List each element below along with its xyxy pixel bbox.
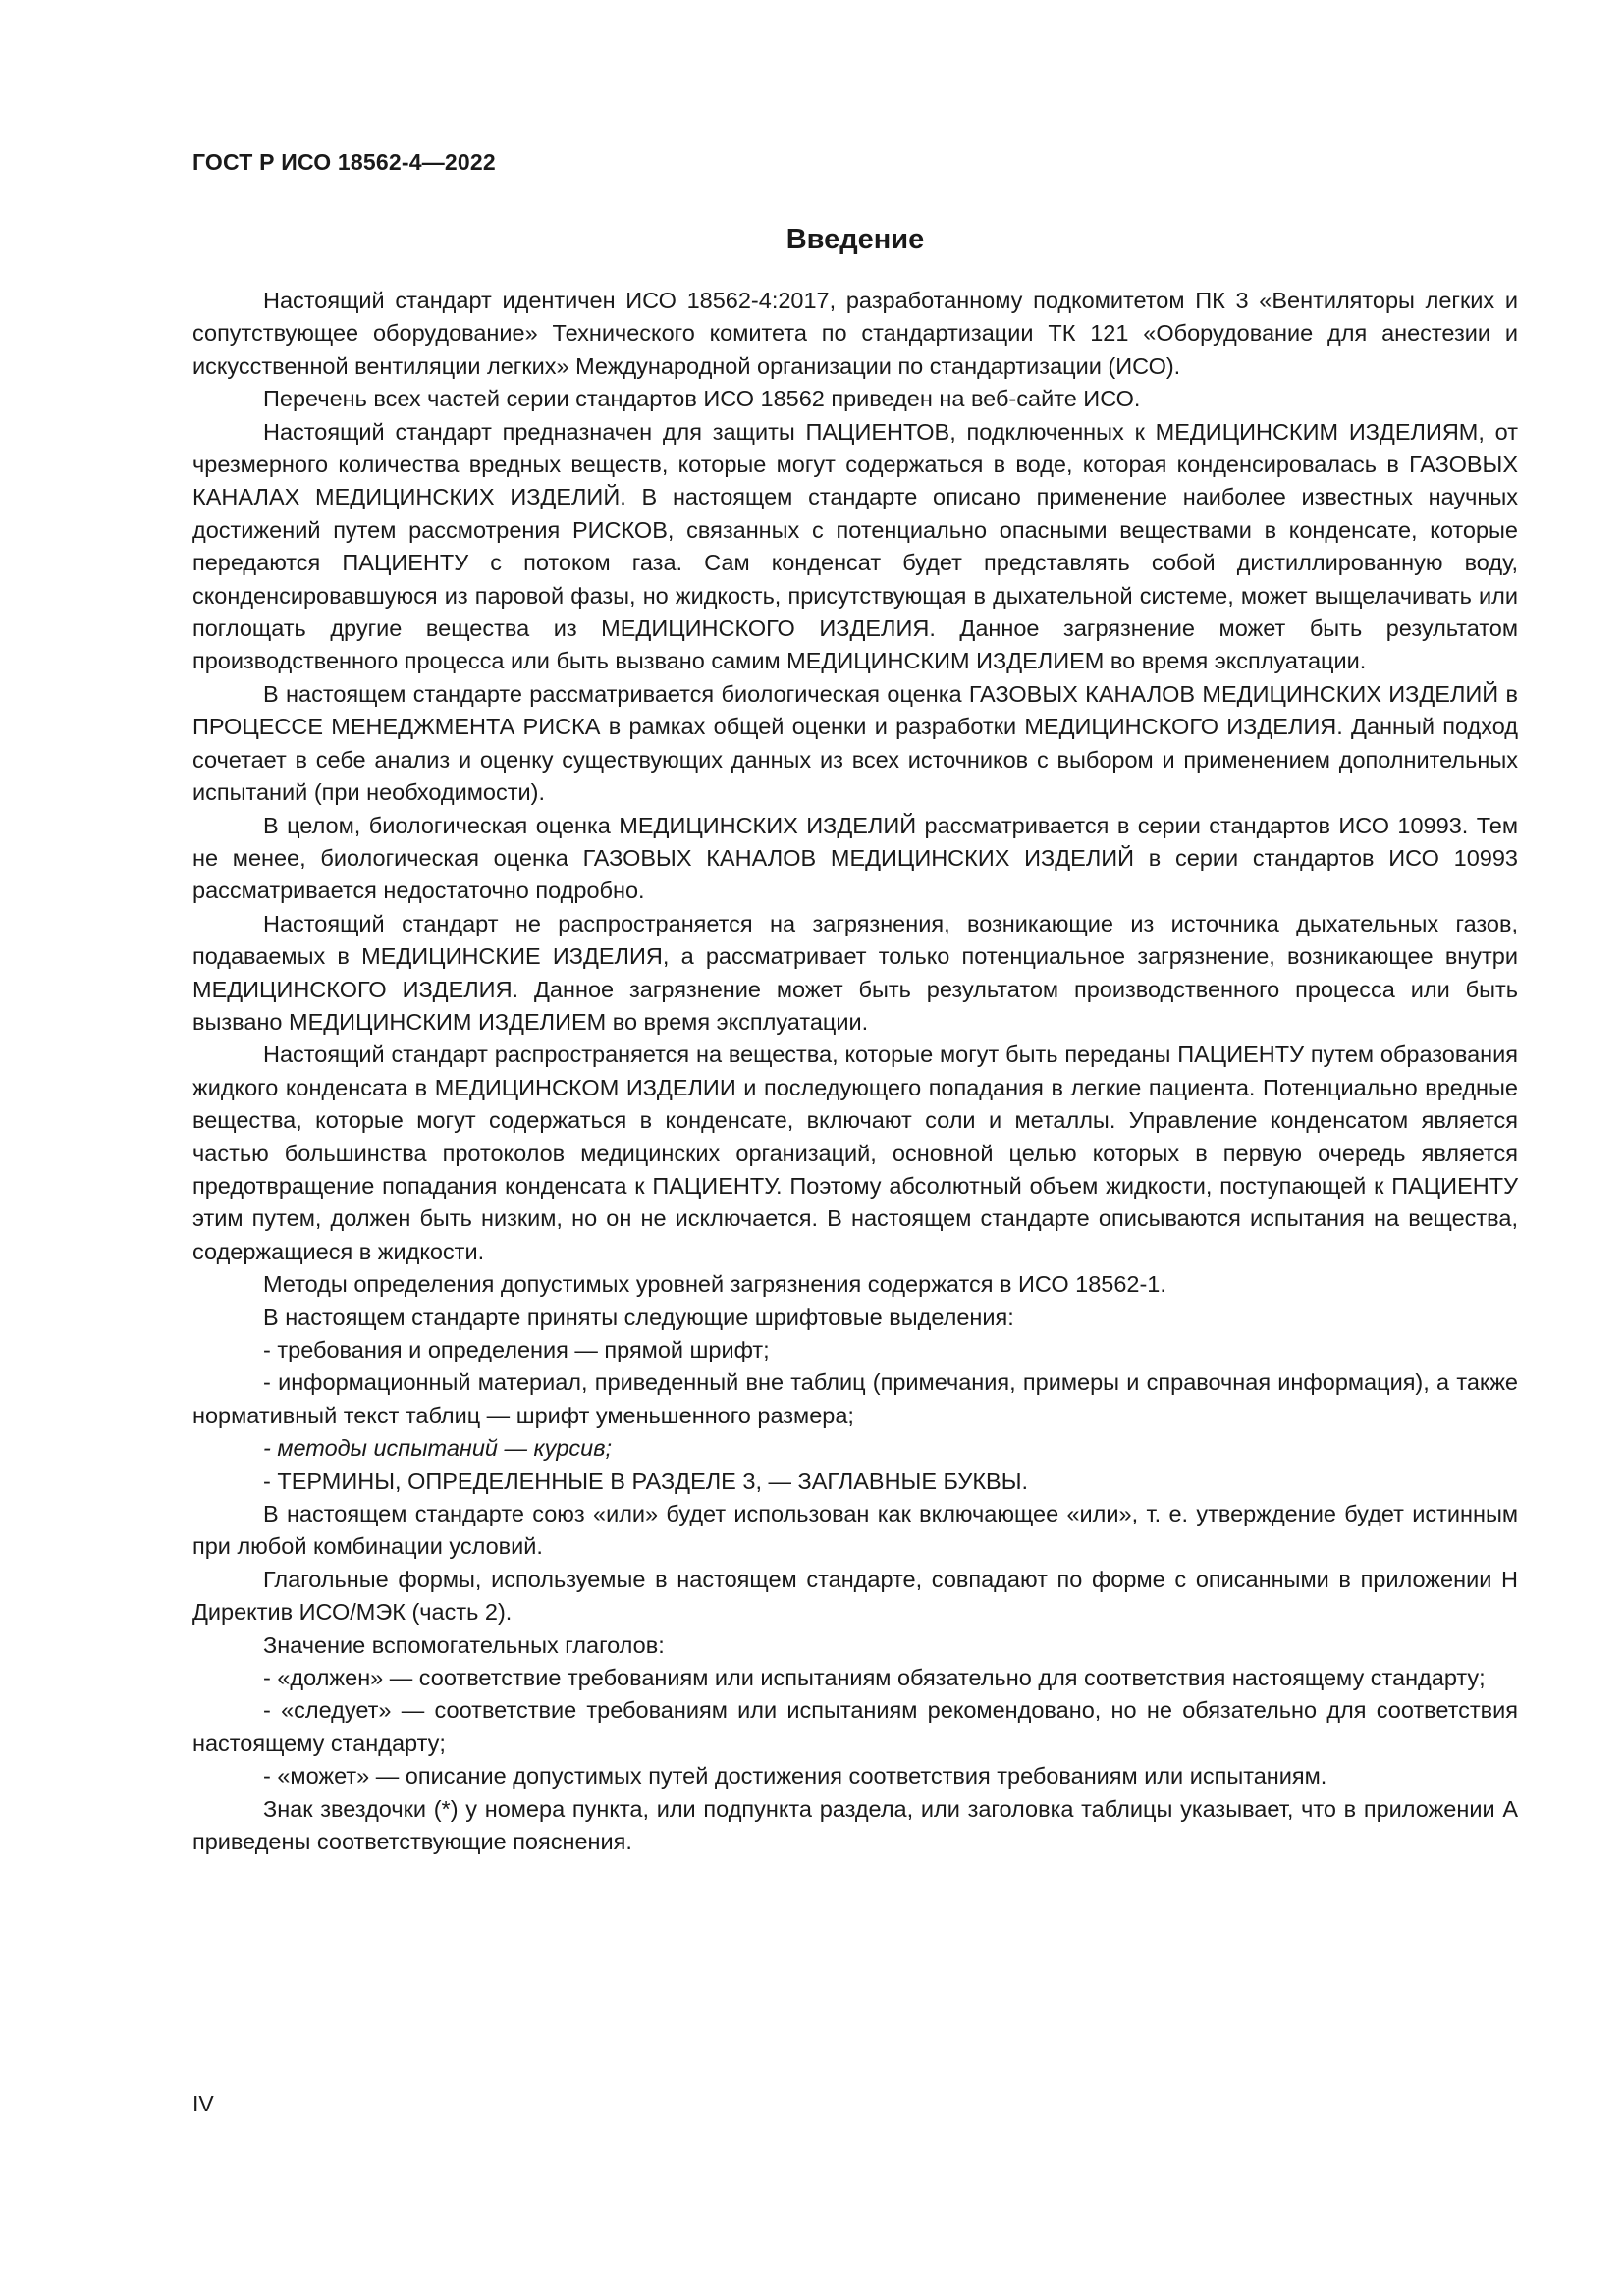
paragraph: В настоящем стандарте приняты следующие шрифтовые выделения: bbox=[263, 1304, 1014, 1330]
paragraph: Знак звездочки (*) у номера пункта, или подпункта раздела, или заголовка таблицы указывает, что в приложении А приведены соответствующие пояснения. bbox=[192, 1795, 1518, 1855]
list-item: - «следует» — соответствие требованиям или испытаниям рекомендовано, но не обязательно для соответствия настоящему стандарту; bbox=[192, 1697, 1518, 1756]
paragraph: В настоящем стандарте рассматривается биологическая оценка ГАЗОВЫХ КАНАЛОВ МЕДИЦИНСКИХ ИЗДЕЛИЙ в ПРОЦЕССЕ МЕНЕДЖМЕНТА РИСКА в рамках общей оценки и разработки МЕДИЦИНСКОГО ИЗДЕЛИЯ. Данный подход сочетает в себе анализ и оценку существующих данных из всех источников с выбором и применением дополнительных испытаний (при необходимости). bbox=[192, 680, 1518, 806]
paragraph: Настоящий стандарт идентичен ИСО 18562-4:2017, разработанному подкомитетом ПК 3 «Вентиляторы легких и сопутствующее оборудование» Технического комитета по стандартизации ТК 121 «Оборудование для анестезии и искусственной вентиляции легких» Международной организации по стандартизации (ИСО). bbox=[192, 288, 1518, 379]
introduction-text bbox=[192, 285, 1518, 1859]
list-item: - требования и определения — прямой шрифт; bbox=[263, 1337, 770, 1362]
section-title: Введение bbox=[785, 224, 925, 255]
paragraph: В целом, биологическая оценка МЕДИЦИНСКИХ ИЗДЕЛИЙ рассматривается в серии стандартов ИСО 10993. Тем не менее, биологическая оценка ГАЗОВЫХ КАНАЛОВ МЕДИЦИНСКИХ ИЗДЕЛИЙ в серии стандартов ИСО 10993 рассматривается недостаточно подробно. bbox=[192, 812, 1518, 904]
paragraph: Настоящий стандарт предназначен для защиты ПАЦИЕНТОВ, подключенных к МЕДИЦИНСКИМ ИЗДЕЛИЯМ, от чрезмерного количества вредных веществ, которые могут содержаться в воде, которая конденсировалась в ГАЗОВЫХ КАНАЛАХ МЕДИЦИНСКИХ ИЗДЕЛИЙ. В настоящем стандарте описано применение наиболее известных научных достижений путем рассмотрения РИСКОВ, связанных с потенциально опасными веществами в конденсате, которые передаются ПАЦИЕНТУ с потоком газа. Сам конденсат будет представлять собой дистиллированную воду, сконденсировавшуюся из паровой фазы, но жидкость, присутствующая в дыхательной системе, может выщелачивать или поглощать другие вещества из МЕДИЦИНСКОГО ИЗДЕЛИЯ. Данное загрязнение может быть результатом производственного процесса или быть вызвано самим МЕДИЦИНСКИМ ИЗДЕЛИЕМ во время эксплуатации. bbox=[192, 418, 1518, 674]
list-item: - «может» — описание допустимых путей достижения соответствия требованиям или испытаниям. bbox=[263, 1763, 1327, 1789]
page-number: IV bbox=[192, 2091, 214, 2116]
paragraph: Настоящий стандарт не распространяется на загрязнения, возникающие из источника дыхательных газов, подаваемых в МЕДИЦИНСКИЕ ИЗДЕЛИЯ, а рассматривает только потенциальное загрязнение, возникающее внутри МЕДИЦИНСКОГО ИЗДЕЛИЯ. Данное загрязнение может быть результатом производственного процесса или быть вызвано МЕДИЦИНСКИМ ИЗДЕЛИЕМ во время эксплуатации. bbox=[192, 910, 1518, 1035]
paragraph: Глагольные формы, используемые в настоящем стандарте, совпадают по форме с описанными в приложении Н Директив ИСО/МЭК (часть 2). bbox=[192, 1566, 1518, 1626]
document-code: ГОСТ Р ИСО 18562-4—2022 bbox=[192, 149, 496, 175]
paragraph: Настоящий стандарт распространяется на вещества, которые могут быть переданы ПАЦИЕНТУ путем образования жидкого конденсата в МЕДИЦИНСКОМ ИЗДЕЛИИ и последующего попадания в легкие пациента. Потенциально вредные вещества, которые могут содержаться в конденсате, включают соли и металлы. Управление конденсатом является частью большинства протоколов медицинских организаций, основной целью которых в первую очередь является предотвращение попадания конденсата к ПАЦИЕНТУ. Поэтому абсолютный объем жидкости, поступающей к ПАЦИЕНТУ этим путем, должен быть низким, но он не исключается. В настоящем стандарте описываются испытания на вещества, содержащиеся в жидкости. bbox=[192, 1041, 1518, 1264]
list-item: - методы испытаний — курсив; bbox=[263, 1435, 613, 1462]
list-item: - информационный материал, приведенный вне таблиц (примечания, примеры и справочная информация), а также нормативный текст таблиц — шрифт уменьшенного размера; bbox=[192, 1369, 1518, 1428]
list-item: - ТЕРМИНЫ, ОПРЕДЕЛЕННЫЕ В РАЗДЕЛЕ 3, — ЗАГЛАВНЫЕ БУКВЫ. bbox=[263, 1468, 1029, 1494]
paragraph: Перечень всех частей серии стандартов ИСО 18562 приведен на веб-сайте ИСО. bbox=[263, 386, 1141, 412]
paragraph: В настоящем стандарте союз «или» будет использован как включающее «или», т. е. утверждение будет истинным при любой комбинации условий. bbox=[192, 1501, 1518, 1560]
list-item: - «должен» — соответствие требованиям или испытаниям обязательно для соответствия настоящему стандарту; bbox=[263, 1665, 1486, 1691]
paragraph: Методы определения допустимых уровней загрязнения содержатся в ИСО 18562-1. bbox=[263, 1271, 1166, 1298]
paragraph: Значение вспомогательных глаголов: bbox=[263, 1631, 665, 1658]
